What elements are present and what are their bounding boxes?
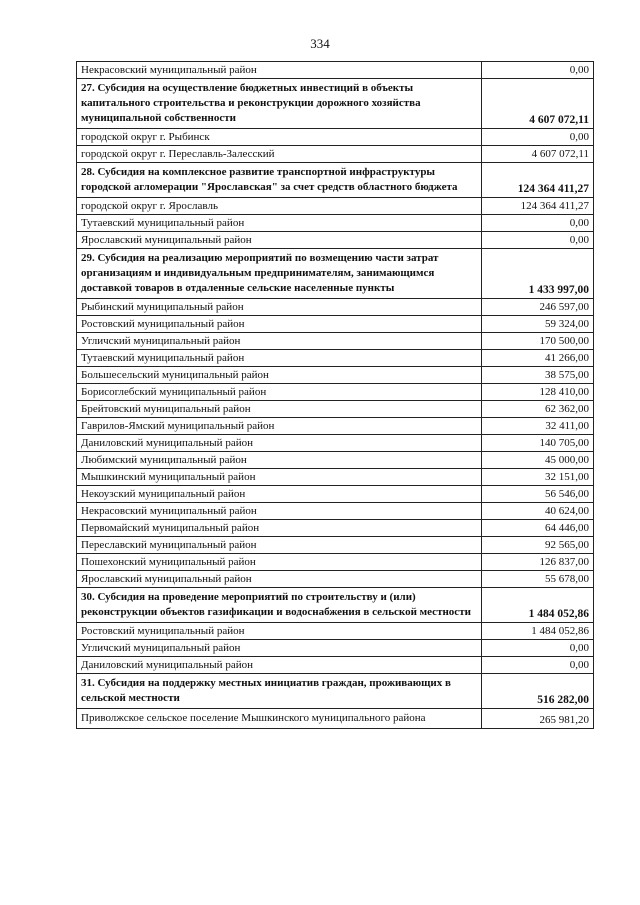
table-row <box>77 520 594 537</box>
amount-value: 4 607 072,11 <box>482 146 594 163</box>
recipient-name: городской округ г. Переславль-Залесский <box>77 146 482 163</box>
table-row <box>77 198 594 215</box>
recipient-name: Некрасовский муниципальный район <box>77 62 482 79</box>
table-row <box>77 640 594 657</box>
subsidy-header-row <box>77 249 594 299</box>
subsidy-table-body <box>77 62 594 729</box>
amount-value: 0,00 <box>482 232 594 249</box>
subsidy-header-row <box>77 588 594 623</box>
recipient-name: городской округ г. Ярославль <box>77 198 482 215</box>
recipient-name: Угличский муниципальный район <box>77 333 482 350</box>
table-row <box>77 215 594 232</box>
page-number: 334 <box>310 36 330 51</box>
amount-value: 56 546,00 <box>482 486 594 503</box>
recipient-name: Ростовский муниципальный район <box>77 316 482 333</box>
table-row <box>77 554 594 571</box>
recipient-name: Даниловский муниципальный район <box>77 435 482 452</box>
recipient-name: Борисоглебский муниципальный район <box>77 384 482 401</box>
table-row <box>77 350 594 367</box>
amount-value: 0,00 <box>482 215 594 232</box>
table-row <box>77 333 594 350</box>
subsidy-title: 29. Субсидия на реализацию мероприятий по возмещению части затрат организациям и индивидуальным предпринимателям, занимающимся доставкой товаров в отдаленные сельские населенные пункты <box>77 249 482 299</box>
table-row <box>77 316 594 333</box>
recipient-name: Некоузский муниципальный район <box>77 486 482 503</box>
amount-value: 126 837,00 <box>482 554 594 571</box>
recipient-name: Пошехонский муниципальный район <box>77 554 482 571</box>
amount-value: 55 678,00 <box>482 571 594 588</box>
subsidy-title: 30. Субсидия на проведение мероприятий по строительству и (или) реконструкции объектов газификации и водоснабжения в сельской местности <box>77 588 482 623</box>
recipient-name: Ярославский муниципальный район <box>77 232 482 249</box>
recipient-name: Первомайский муниципальный район <box>77 520 482 537</box>
recipient-name: Даниловский муниципальный район <box>77 657 482 674</box>
amount-value: 32 151,00 <box>482 469 594 486</box>
recipient-name: Переславский муниципальный район <box>77 537 482 554</box>
recipient-name: городской округ г. Рыбинск <box>77 129 482 146</box>
subsidy-title: 31. Субсидия на поддержку местных инициатив граждан, проживающих в сельской местности <box>77 674 482 709</box>
recipient-name: Ярославский муниципальный район <box>77 571 482 588</box>
table-row <box>77 503 594 520</box>
amount-value: 40 624,00 <box>482 503 594 520</box>
amount-value: 0,00 <box>482 129 594 146</box>
recipient-name: Рыбинский муниципальный район <box>77 299 482 316</box>
subsidy-header-row <box>77 163 594 198</box>
amount-value: 92 565,00 <box>482 537 594 554</box>
table-row <box>77 418 594 435</box>
amount-value: 0,00 <box>482 62 594 79</box>
amount-value: 0,00 <box>482 640 594 657</box>
amount-value: 41 266,00 <box>482 350 594 367</box>
recipient-name: Тутаевский муниципальный район <box>77 215 482 232</box>
subsidy-table <box>76 61 594 729</box>
recipient-name: Ростовский муниципальный район <box>77 623 482 640</box>
table-row <box>77 401 594 418</box>
table-row <box>77 623 594 640</box>
subsidy-header-row <box>77 674 594 709</box>
recipient-name: Приволжское сельское поселение Мышкинского муниципального района <box>77 709 482 729</box>
recipient-name: Тутаевский муниципальный район <box>77 350 482 367</box>
subsidy-title: 28. Субсидия на комплексное развитие транспортной инфраструктуры городской агломерации "Ярославская" за счет средств областного бюджета <box>77 163 482 198</box>
amount-value: 38 575,00 <box>482 367 594 384</box>
amount-value: 128 410,00 <box>482 384 594 401</box>
table-row <box>77 709 594 729</box>
amount-value: 1 484 052,86 <box>482 623 594 640</box>
table-row <box>77 129 594 146</box>
subsidy-total: 124 364 411,27 <box>482 163 594 198</box>
recipient-name: Мышкинский муниципальный район <box>77 469 482 486</box>
subsidy-total: 1 433 997,00 <box>482 249 594 299</box>
table-row <box>77 452 594 469</box>
table-row <box>77 384 594 401</box>
amount-value: 32 411,00 <box>482 418 594 435</box>
recipient-name: Некрасовский муниципальный район <box>77 503 482 520</box>
recipient-name: Любимский муниципальный район <box>77 452 482 469</box>
subsidy-total: 4 607 072,11 <box>482 79 594 129</box>
amount-value: 140 705,00 <box>482 435 594 452</box>
recipient-name: Большесельский муниципальный район <box>77 367 482 384</box>
amount-value: 59 324,00 <box>482 316 594 333</box>
subsidy-header-row <box>77 79 594 129</box>
amount-value: 45 000,00 <box>482 452 594 469</box>
subsidy-title: 27. Субсидия на осуществление бюджетных инвестиций в объекты капитального строительства и реконструкции дорожного хозяйства муниципальной собственности <box>77 79 482 129</box>
table-row <box>77 435 594 452</box>
table-row <box>77 469 594 486</box>
amount-value: 0,00 <box>482 657 594 674</box>
table-row <box>77 232 594 249</box>
table-row <box>77 367 594 384</box>
recipient-name: Угличский муниципальный район <box>77 640 482 657</box>
amount-value: 246 597,00 <box>482 299 594 316</box>
subsidy-total: 516 282,00 <box>482 674 594 709</box>
table-row <box>77 657 594 674</box>
table-row <box>77 537 594 554</box>
recipient-name: Брейтовский муниципальный район <box>77 401 482 418</box>
recipient-name: Гаврилов-Ямский муниципальный район <box>77 418 482 435</box>
table-row <box>77 62 594 79</box>
table-row <box>77 571 594 588</box>
amount-value: 62 362,00 <box>482 401 594 418</box>
table-row <box>77 146 594 163</box>
amount-value: 170 500,00 <box>482 333 594 350</box>
amount-value: 265 981,20 <box>482 709 594 729</box>
table-row <box>77 299 594 316</box>
table-row <box>77 486 594 503</box>
amount-value: 64 446,00 <box>482 520 594 537</box>
amount-value: 124 364 411,27 <box>482 198 594 215</box>
subsidy-total: 1 484 052,86 <box>482 588 594 623</box>
